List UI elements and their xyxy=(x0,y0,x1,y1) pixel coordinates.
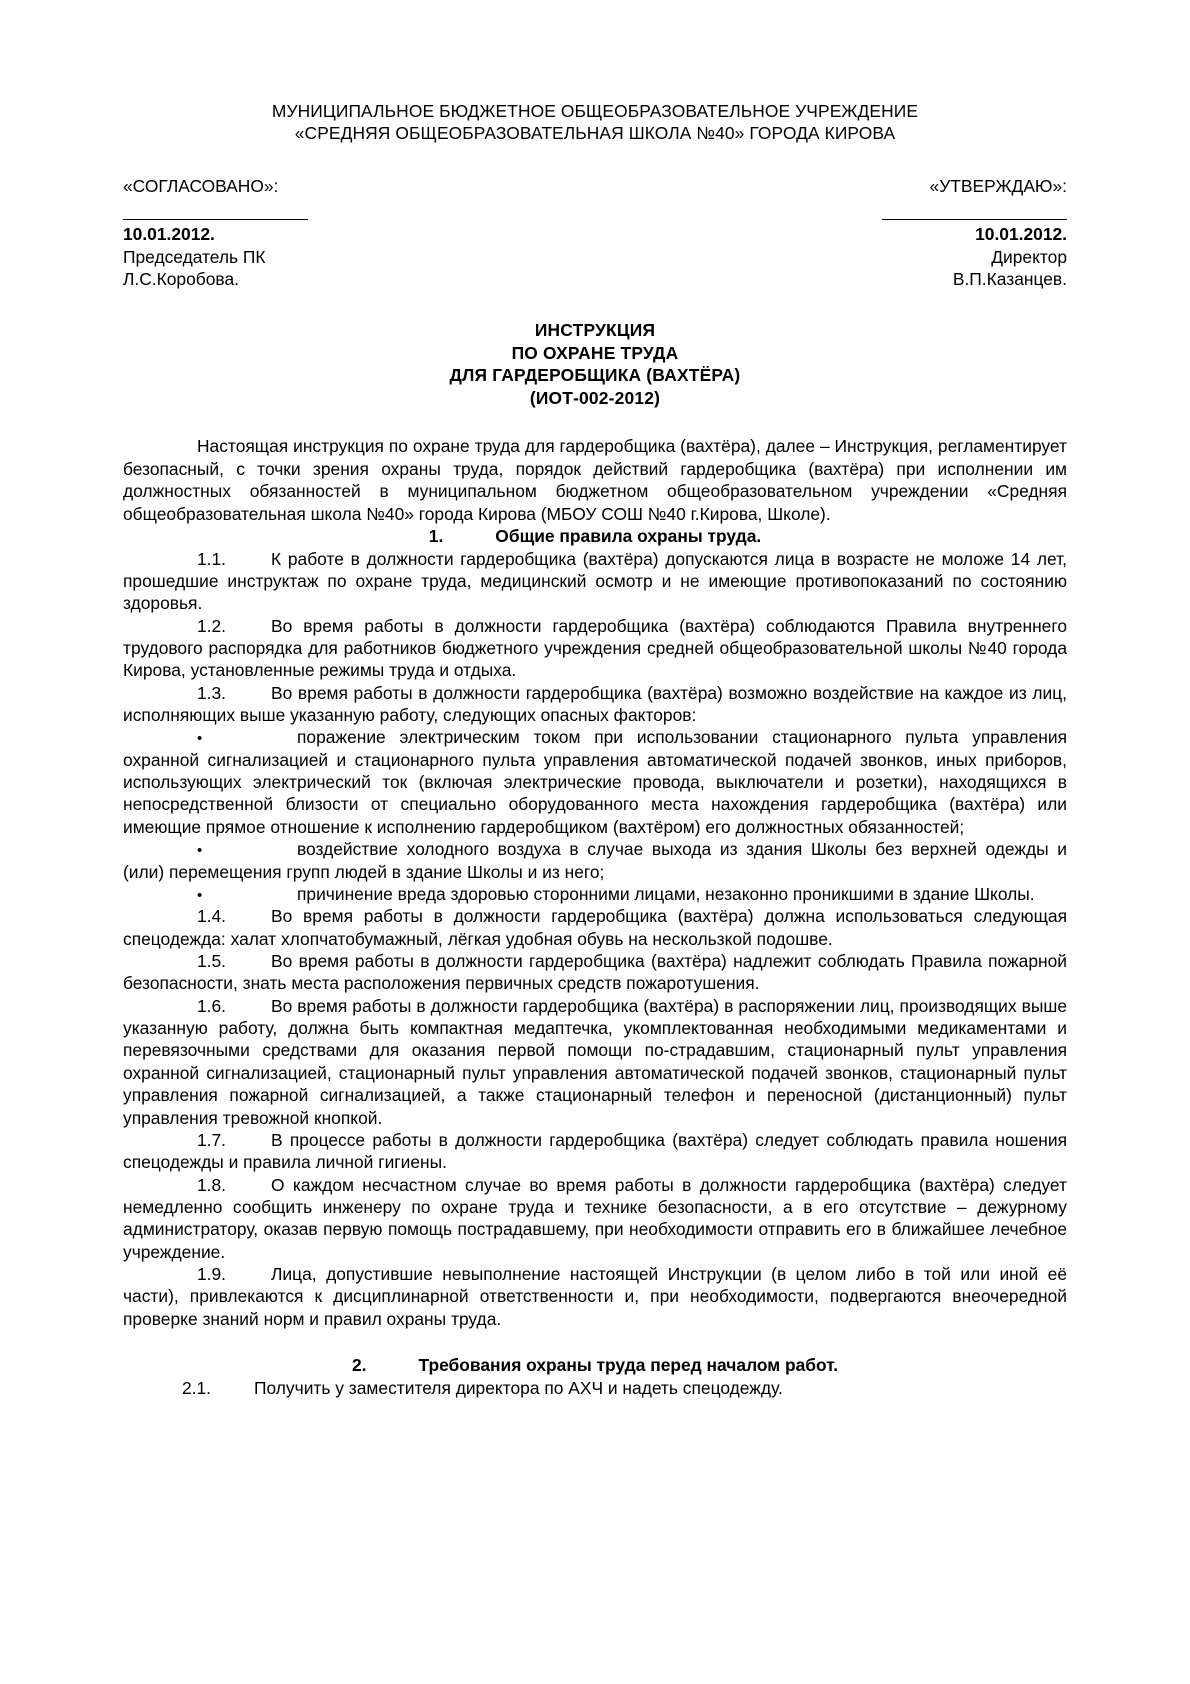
clause-number-2-1: 2.1. xyxy=(182,1377,212,1398)
organisation-header xyxy=(123,100,1067,145)
organisation-header-line-1: МУНИЦИПАЛЬНОЕ БЮДЖЕТНОЕ ОБЩЕОБРАЗОВАТЕЛЬНОЕ УЧРЕЖДЕНИЕ xyxy=(271,101,919,121)
approved-name: В.П.Казанцев. xyxy=(952,269,1067,290)
clause-number-1-8: 1.8. xyxy=(197,1174,227,1195)
clause-1-4 xyxy=(123,905,1067,950)
clause-1-8 xyxy=(123,1174,1067,1263)
organisation-header-line-2: «СРЕДНЯЯ ОБЩЕОБРАЗОВАТЕЛЬНАЯ ШКОЛА №40» ГОРОДА КИРОВА xyxy=(294,123,896,144)
agreed-name: Л.С.Коробова. xyxy=(123,269,239,290)
agreed-role: Председатель ПК xyxy=(123,246,266,267)
bullet-icon xyxy=(197,838,297,860)
section-heading-1 xyxy=(123,525,1067,548)
clause-1-3-bullet-3 xyxy=(123,883,1067,905)
approved-column xyxy=(767,175,1067,291)
agreed-signature-rule xyxy=(123,219,308,220)
bullet-icon xyxy=(197,883,297,905)
approved-date: 10.01.2012. xyxy=(975,224,1067,245)
approved-signature-rule xyxy=(882,219,1067,220)
intro-paragraph: Настоящая инструкция по охране труда для гардеробщика (вахтёра), далее – Инструкция, регламентирует безопасный, с точки зрения охраны труда, порядок действий гардеробщика (вахтёра) при исполнении им должностных обязанностей в муниципальном бюджетном общеобразовательном учреждении «Средняя общеобразовательная школа №40» города Кирова (МБОУ СОШ №40 г.Кирова, Школе). xyxy=(123,436,1067,524)
clause-number-1-7: 1.7. xyxy=(197,1129,227,1150)
clause-1-3-bullet-2-text: воздействие холодного воздуха в случае выхода из здания Школы без верхней одежды и (или) перемещения групп людей в здание Школы и из него; xyxy=(123,839,1067,882)
clause-text-1-5: Во время работы в должности гардеробщика (вахтёра) надлежит соблюдать Правила пожарной безопасности, знать места расположения первичных средств пожаротушения. xyxy=(123,950,1067,994)
clause-1-3-bullet-1 xyxy=(123,726,1067,838)
clause-2-1 xyxy=(123,1377,1067,1399)
bullet-icon xyxy=(197,726,297,748)
document-title-line-2: ПО ОХРАНЕ ТРУДА xyxy=(511,342,679,363)
section-title-1: Общие правила охраны труда. xyxy=(495,525,762,546)
document-title-line-1: ИНСТРУКЦИЯ xyxy=(534,319,656,340)
section-number-1: 1. xyxy=(428,525,444,546)
clause-number-1-4: 1.4. xyxy=(197,906,227,927)
clause-1-1 xyxy=(123,548,1067,615)
approval-block xyxy=(123,175,1067,291)
clause-1-5 xyxy=(123,950,1067,995)
agreed-label: «СОГЛАСОВАНО»: xyxy=(123,175,279,196)
document-title-code: (ИОТ-002-2012) xyxy=(529,387,661,408)
clause-text-1-4: Во время работы в должности гардеробщика (вахтёра) должна использоваться следующая спецодежда: халат хлопчатобумажный, лёгкая удобная обувь на нескользкой подошве. xyxy=(123,906,1067,949)
clause-text-2-1: Получить у заместителя директора по АХЧ и надеть спецодежду. xyxy=(254,1377,783,1398)
clause-1-2 xyxy=(123,615,1067,682)
clause-1-3-bullet-1-text: поражение электрическим током при использовании стационарного пульта управления охранной сигнализацией и стационарного пульта управления автоматической подачей звонков, иных приборов, использующих электрический ток (включая электрические провода, выключатели и розетки), находящихся в непосредственной близости от специально оборудованного места нахождения гардеробщика (вахтёра) или имеющие прямое отношение к исполнению гардеробщиком (вахтёром) его должностных обязанностей; xyxy=(123,727,1067,837)
clause-text-1-2: Во время работы в должности гардеробщика (вахтёра) соблюдаются Правила внутреннего трудового распорядка для работников бюджетного учреждения средней общеобразовательной школы №40 города Кирова, установленные режимы труда и отдыха. xyxy=(123,615,1067,681)
clause-number-1-9: 1.9. xyxy=(197,1264,227,1285)
document-title-line-3: ДЛЯ ГАРДЕРОБЩИКА (ВАХТЁРА) xyxy=(449,365,741,386)
clause-number-1-6: 1.6. xyxy=(197,995,227,1016)
approved-label: «УТВЕРЖДАЮ»: xyxy=(929,175,1067,196)
clause-1-6 xyxy=(123,995,1067,1129)
agreed-date: 10.01.2012. xyxy=(123,224,215,245)
clause-text-1-8: О каждом несчастном случае во время работы в должности гардеробщика (вахтёра) следует немедленно сообщить инженеру по охране труда и технике безопасности, а в его отсутствие – дежурному администратору, оказав первую помощь пострадавшему, при необходимости отправить его в ближайшее лечебное учреждение. xyxy=(123,1174,1067,1262)
document-title xyxy=(123,319,1067,410)
section-heading-2 xyxy=(123,1354,1067,1377)
clause-number-1-1: 1.1. xyxy=(197,548,227,569)
clause-1-3-bullet-2 xyxy=(123,838,1067,883)
document-body xyxy=(123,100,1067,1399)
clause-text-1-7: В процессе работы в должности гардеробщика (вахтёра) следует соблюдать правила ношения спецодежды и правила личной гигиены. xyxy=(123,1129,1067,1173)
approved-role: Директор xyxy=(991,246,1067,267)
section-number-2: 2. xyxy=(351,1355,367,1376)
agreed-column xyxy=(123,175,423,291)
clause-1-7 xyxy=(123,1129,1067,1174)
clause-1-3 xyxy=(123,682,1067,727)
clause-number-1-5: 1.5. xyxy=(197,950,227,971)
clause-number-1-3: 1.3. xyxy=(197,682,227,703)
clause-text-1-3: Во время работы в должности гардеробщика (вахтёра) возможно воздействие на каждое из лиц, исполняющих выше указанную работу, следующих опасных факторов: xyxy=(123,682,1067,726)
clause-1-3-bullet-3-text: причинение вреда здоровью сторонними лицами, незаконно проникшими в здание Школы. xyxy=(297,883,1035,904)
clause-text-1-9: Лица, допустившие невыполнение настоящей Инструкции (в целом либо в той или иной её части), привлекаются к дисциплинарной ответственности и, при необходимости, подвергаются внеочередной проверке знаний норм и правил охраны труда. xyxy=(123,1264,1067,1329)
clause-number-1-2: 1.2. xyxy=(197,615,227,636)
clause-1-9 xyxy=(123,1263,1067,1330)
clause-text-1-6: Во время работы в должности гардеробщика (вахтёра) в распоряжении лиц, производящих выше указанную работу, должна быть компактная медаптечка, укомплектованная необходимыми медикаментами и перевязочными средствами для оказания первой помощи по-страдавшим, стационарный пульт управления охранной сигнализацией, стационарный пульт управления автоматической подачей звонков, стационарный пульт управления пожарной сигнализацией, а также стационарный телефон и переносной (дистанционный) пульт управления тревожной кнопкой. xyxy=(123,995,1067,1128)
clause-text-1-1: К работе в должности гардеробщика (вахтёра) допускаются лица в возрасте не моложе 14 лет, прошедшие инструктаж по охране труда, медицинский осмотр и не имеющие противопоказаний по состоянию здоровья. xyxy=(123,548,1067,614)
section-title-2: Требования охраны труда перед началом работ. xyxy=(418,1355,839,1376)
